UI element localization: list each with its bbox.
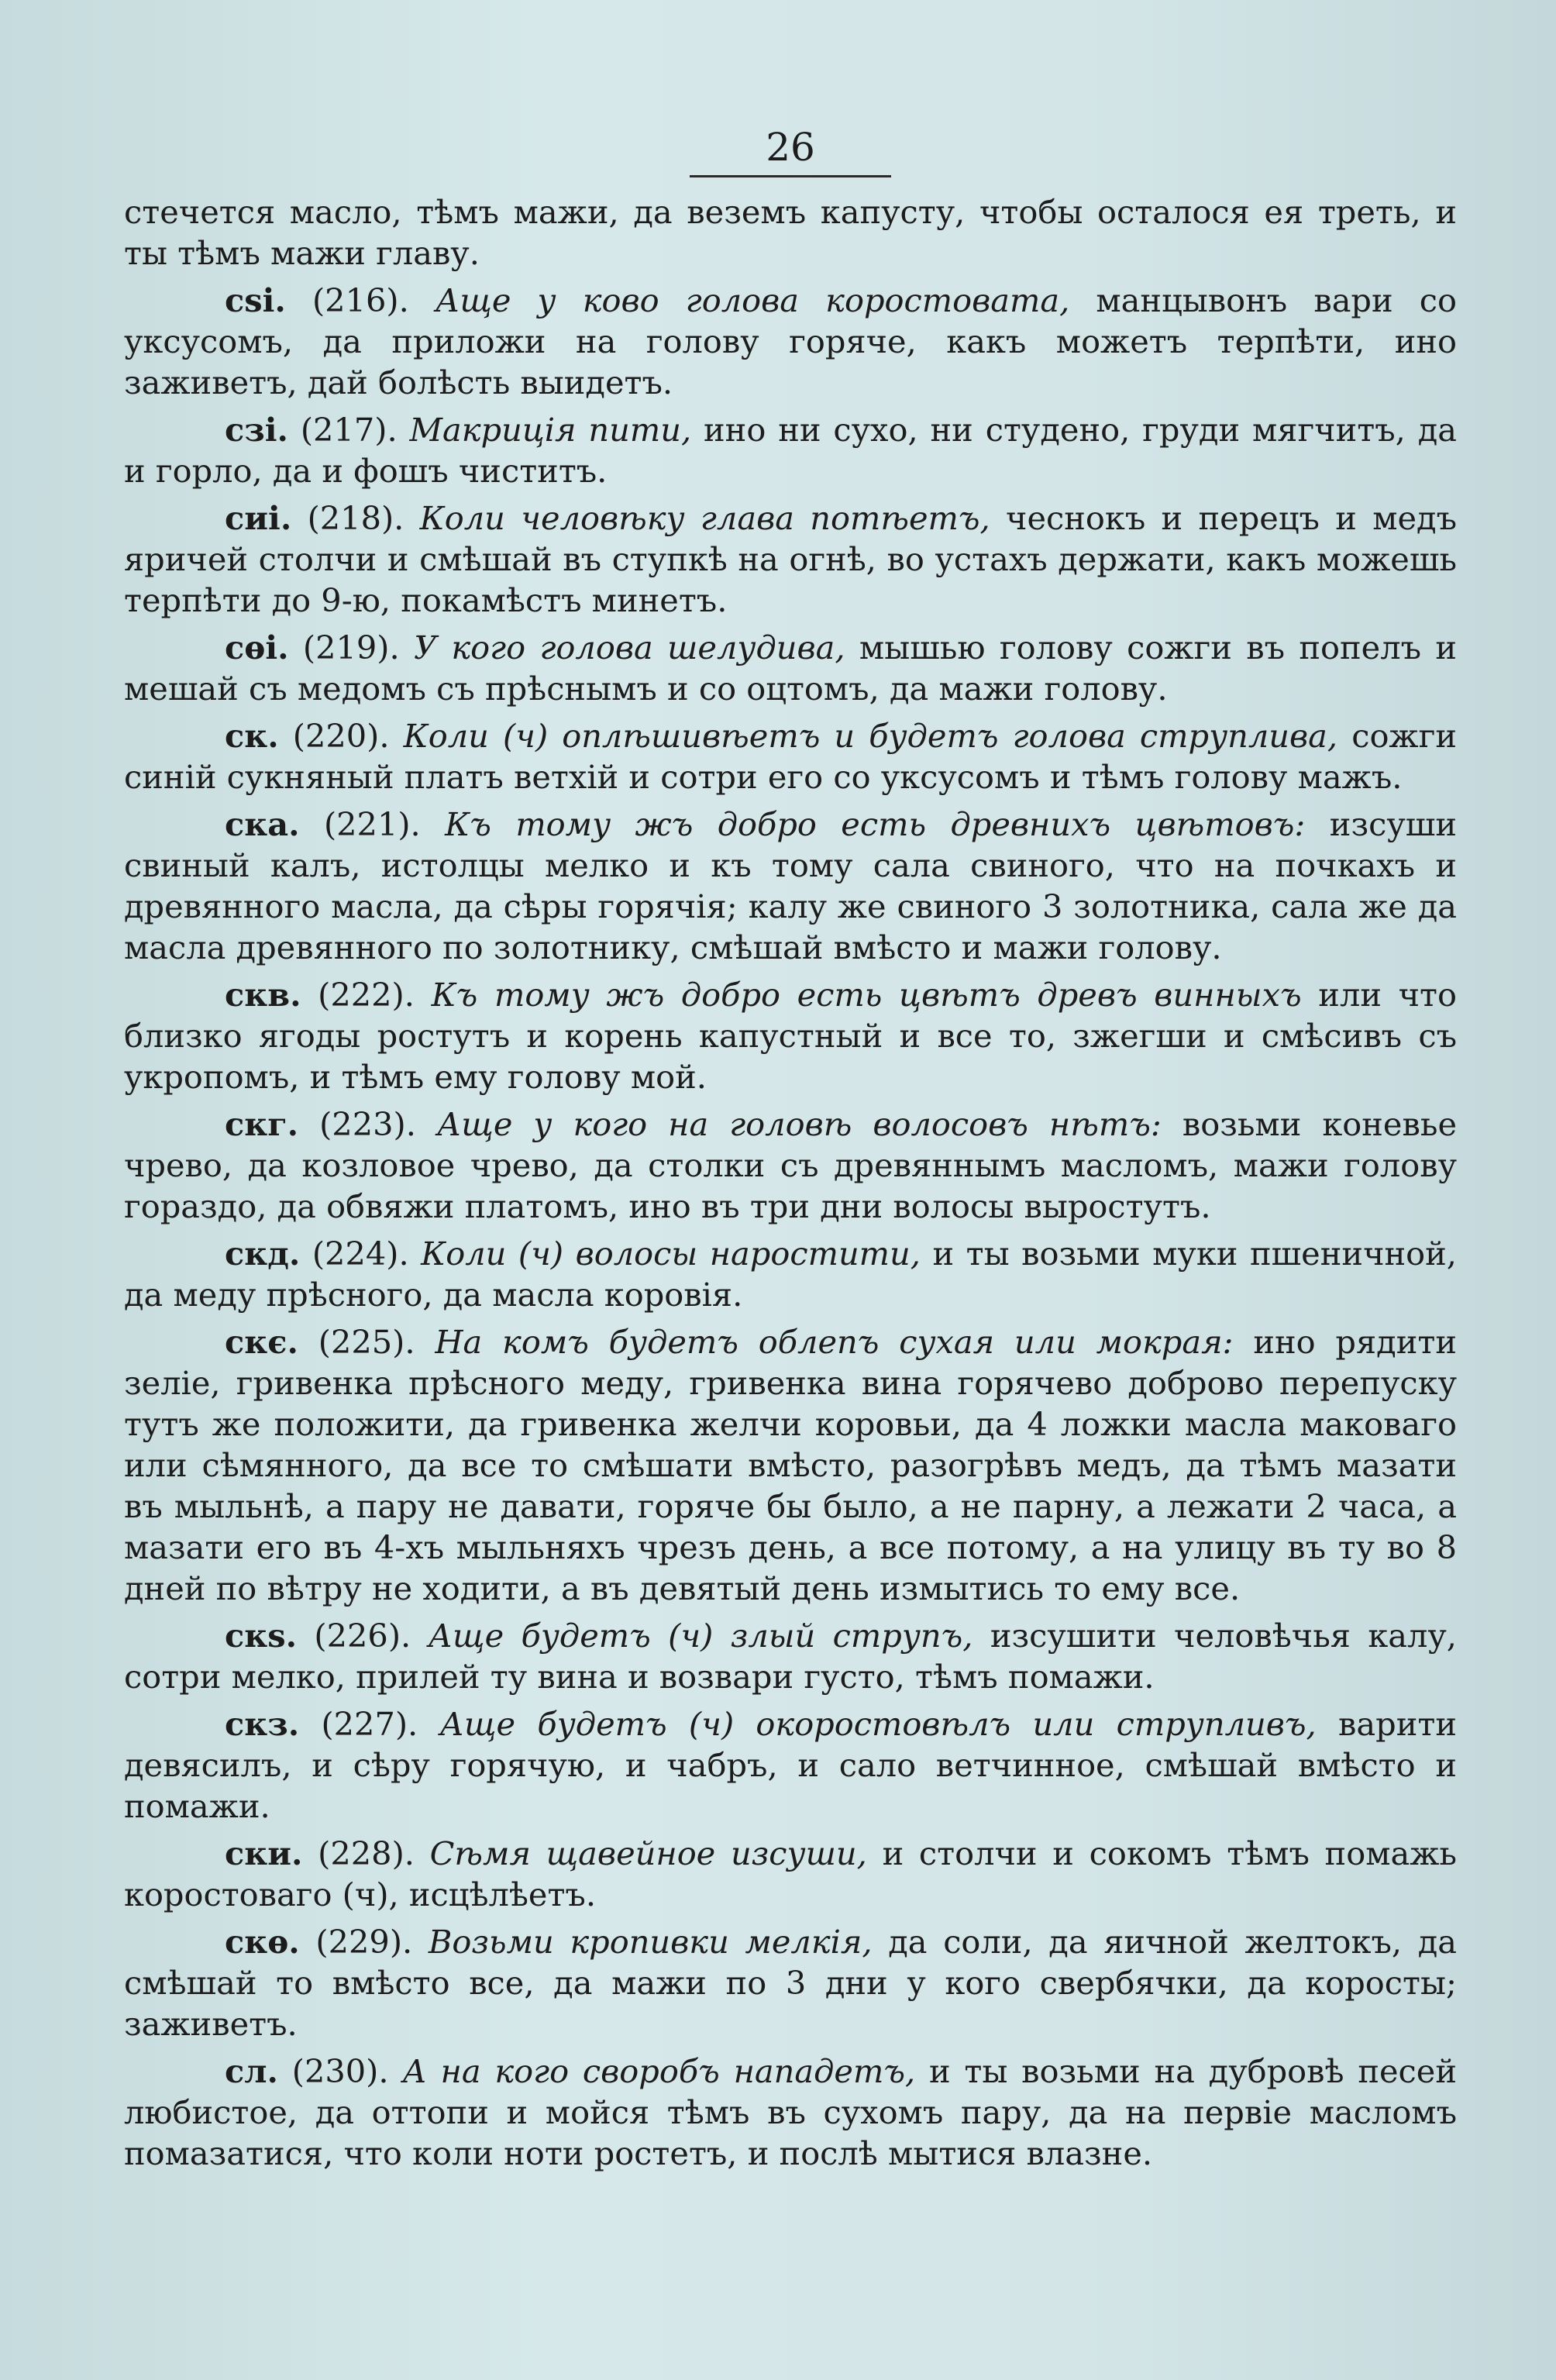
entry-title: А на кого своробъ нападетъ, bbox=[402, 2052, 916, 2090]
entry-text: сожги синій сукняный платъ ветхій и сотри его со уксусомъ и тѣмъ голову мажъ. bbox=[124, 717, 1458, 796]
entry-title: Аще у ково голова коростовата, bbox=[435, 281, 1070, 319]
entry-arabic-number: (224). bbox=[300, 1235, 422, 1273]
entry-arabic-number: (216). bbox=[285, 281, 435, 319]
entry-slavonic-number: скѳ. bbox=[225, 1923, 300, 1961]
entry-title: Аще будетъ (ч) злый струпъ, bbox=[428, 1617, 973, 1655]
page-number: 26 bbox=[766, 125, 815, 170]
entry-arabic-number: (223). bbox=[298, 1105, 437, 1143]
entry-arabic-number: (226). bbox=[297, 1617, 429, 1655]
entry-text: манцывонъ вари со уксусомъ, да приложи на голову горяче, какъ можетъ терпѣти, ино заживетъ, дай болѣсть выидетъ. bbox=[124, 281, 1458, 401]
entry-slavonic-number: сзі. bbox=[225, 411, 288, 449]
entry-arabic-number: (227). bbox=[299, 1705, 440, 1743]
entry-slavonic-number: ски. bbox=[225, 1834, 303, 1872]
continuation-paragraph: стечется масло, тѣмъ мажи, да веземъ капусту, чтобы осталося ея треть, и ты тѣмъ мажи главу. bbox=[124, 193, 1457, 272]
entry-arabic-number: (225). bbox=[298, 1323, 435, 1361]
recipe-entry bbox=[124, 1921, 1457, 2044]
entry-slavonic-number: сѕі. bbox=[225, 281, 286, 319]
recipe-entry bbox=[124, 280, 1457, 403]
entry-title: Аще будетъ (ч) окоростовѣлъ или струпливъ, bbox=[439, 1705, 1317, 1743]
entry-arabic-number: (220). bbox=[278, 717, 404, 755]
recipe-entry bbox=[124, 804, 1457, 968]
entry-arabic-number: (229). bbox=[299, 1923, 429, 1961]
entry-title: Коли (ч) оплѣшивѣетъ и будетъ голова струплива, bbox=[403, 717, 1338, 755]
recipe-entry bbox=[124, 1703, 1457, 1827]
entry-slavonic-number: ска. bbox=[225, 805, 300, 843]
entry-text: и ты возьми муки пшеничной, да меду прѣсного, да масла коровія. bbox=[124, 1235, 1457, 1314]
entry-text: ино рядити зеліе, гривенка прѣсного меду, гривенка вина горячево доброво перепуску тутъ же положити, да гривенка желчи коровьи, да 4 ложки масла маковаго или сѣмянного, да все то смѣшати вмѣсто, разогрѣвъ медъ, да тѣмъ мазати въ мыльнѣ, а пару не давати, горяче бы было, а не парну, а лежати 2 часа, а мазати его въ 4-хъ мыльняхъ чрезъ день, а все потому, а на улицу въ ту во 8 дней по вѣтру не ходити, а въ девятый день измытись то ему все. bbox=[124, 1323, 1457, 1607]
entry-text: изсушити человѣчья калу, сотри мелко, прилей ту вина и возвари густо, тѣмъ помажи. bbox=[124, 1617, 1458, 1696]
entry-slavonic-number: сл. bbox=[225, 2052, 278, 2090]
entry-arabic-number: (218). bbox=[291, 499, 420, 537]
entry-title: Сѣмя щавейное изсуши, bbox=[429, 1834, 867, 1872]
entry-slavonic-number: сѳі. bbox=[225, 629, 289, 666]
recipe-entry bbox=[124, 627, 1457, 709]
recipe-entry bbox=[124, 715, 1457, 797]
book-page bbox=[124, 124, 1457, 2340]
entry-slavonic-number: скг. bbox=[225, 1105, 299, 1143]
recipe-entry bbox=[124, 1615, 1457, 1697]
entry-arabic-number: (221). bbox=[299, 805, 446, 843]
entry-arabic-number: (222). bbox=[301, 976, 432, 1014]
header-rule bbox=[690, 175, 891, 177]
entry-text: и столчи и сокомъ тѣмъ помажь коростоваго (ч), исцѣлѣетъ. bbox=[124, 1834, 1457, 1913]
recipe-entry bbox=[124, 974, 1457, 1097]
entry-title: Къ тому жъ добро есть цвѣтъ древъ винныхъ bbox=[431, 976, 1302, 1014]
recipe-entry bbox=[124, 409, 1457, 491]
entry-arabic-number: (230). bbox=[277, 2052, 403, 2090]
entry-slavonic-number: скє. bbox=[225, 1323, 298, 1361]
entry-text: мышью голову сожги въ попелъ и мешай съ медомъ съ прѣснымъ и со оцтомъ, да мажи голову. bbox=[124, 629, 1457, 708]
entry-slavonic-number: скд. bbox=[225, 1235, 301, 1273]
entry-text: ино ни сухо, ни студено, груди мягчитъ, да и горло, да и фошъ чиститъ. bbox=[124, 411, 1458, 490]
entry-arabic-number: (219). bbox=[288, 629, 415, 666]
entry-title: Аще у кого на головѣ волосовъ нѣтъ: bbox=[436, 1105, 1162, 1143]
entry-text: и ты возьми на дубровѣ песей любистое, да оттопи и мойся тѣмъ въ сухомъ пару, да на первіе масломъ помазатися, что коли ноти ростетъ, и послѣ мытися влазне. bbox=[124, 2052, 1457, 2172]
entry-title: У кого голова шелудива, bbox=[414, 629, 845, 666]
entry-text: чеснокъ и перецъ и медъ яричей столчи и смѣшай въ ступкѣ на огнѣ, во устахъ держати, какъ можешь терпѣти до 9-ю, покамѣстъ минетъ. bbox=[124, 499, 1457, 619]
entry-title: Возьми кропивки мелкія, bbox=[428, 1923, 873, 1961]
entry-arabic-number: (228). bbox=[302, 1834, 430, 1872]
recipe-entry bbox=[124, 1321, 1457, 1609]
entry-text: варити девясилъ, и сѣру горячую, и чабръ, и сало ветчинное, смѣшай вмѣсто и помажи. bbox=[124, 1705, 1457, 1825]
entry-slavonic-number: скв. bbox=[225, 976, 301, 1014]
entry-text: или что близко ягоды ростутъ и корень капустный и все то, зжегши и смѣсивъ съ укропомъ, и тѣмъ ему голову мой. bbox=[124, 976, 1457, 1096]
entry-title: На комъ будетъ облепъ сухая или мокрая: bbox=[435, 1323, 1234, 1361]
entry-title: Къ тому жъ добро есть древнихъ цвѣтовъ: bbox=[445, 805, 1306, 843]
entry-text: возьми коневье чрево, да козловое чрево, да столки съ древяннымъ масломъ, мажи голову гораздо, да обвяжи платомъ, ино въ три дни волосы выростутъ. bbox=[124, 1105, 1458, 1225]
recipe-entry bbox=[124, 1233, 1457, 1315]
recipe-entry bbox=[124, 498, 1457, 621]
entry-slavonic-number: сиі. bbox=[225, 499, 292, 537]
entry-text: да соли, да яичной желтокъ, да смѣшай то вмѣсто все, да мажи по 3 дни у кого свербячки, да коросты; заживетъ. bbox=[124, 1923, 1457, 2043]
entry-arabic-number: (217). bbox=[287, 411, 410, 449]
entry-text: изсуши свиный калъ, истолцы мелко и къ тому сала свиного, что на почкахъ и древянного масла, да сѣры горячія; калу же свиного 3 золотника, сала же да масла древянного по золотнику, смѣшай вмѣсто и мажи голову. bbox=[124, 805, 1458, 966]
entry-title: Коли (ч) волосы наростити, bbox=[421, 1235, 921, 1273]
entry-title: Коли человѣку глава потѣетъ, bbox=[419, 499, 990, 537]
recipe-entry bbox=[124, 2051, 1457, 2174]
entry-slavonic-number: скѕ. bbox=[225, 1617, 298, 1655]
recipe-entry bbox=[124, 1104, 1457, 1227]
entry-slavonic-number: ск. bbox=[225, 717, 279, 755]
entry-slavonic-number: скз. bbox=[225, 1705, 300, 1743]
recipe-entry bbox=[124, 1833, 1457, 1915]
entries-list bbox=[124, 280, 1457, 2174]
entry-title: Макриція пити, bbox=[409, 411, 692, 449]
